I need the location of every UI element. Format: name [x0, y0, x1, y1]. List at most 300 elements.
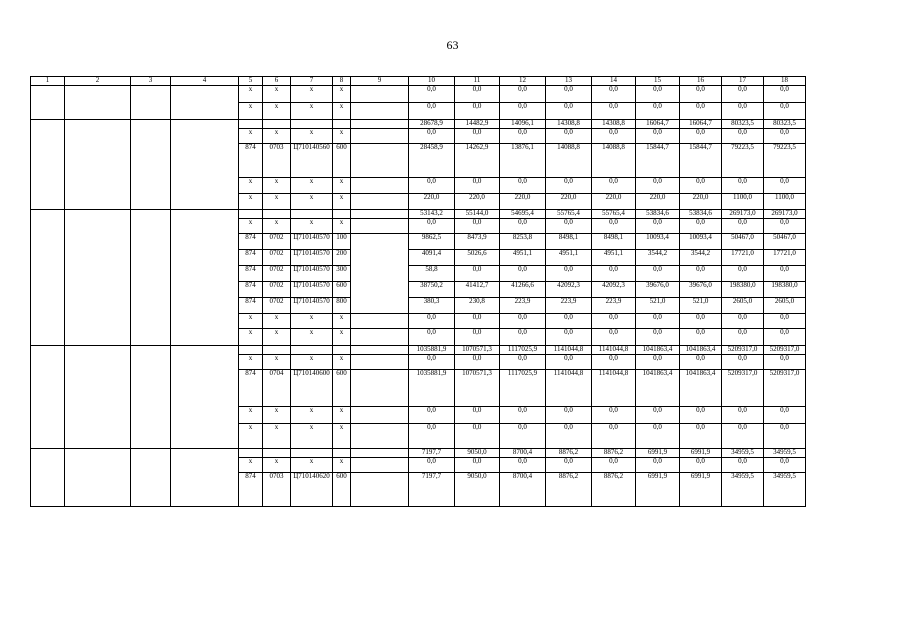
column-header: 11: [455, 77, 500, 86]
cell-amount: 5209317,0: [764, 370, 806, 407]
cell-amount: 0,0: [455, 266, 500, 282]
cell-amount: 8253,8: [500, 234, 546, 250]
cell-amount: 5209317,0: [764, 346, 806, 355]
cell-amount: 7197,7: [409, 449, 455, 458]
cell-amount: 7197,7: [409, 473, 455, 507]
cell-amount: 41266,6: [500, 282, 546, 298]
funding-source: [351, 219, 409, 234]
cell-admin: 874: [239, 234, 263, 250]
cell-amount: 0,0: [722, 355, 764, 370]
cell-amount: 80323,5: [764, 120, 806, 129]
cell-expense: х: [333, 129, 351, 144]
funding-source: [351, 355, 409, 370]
cell-amount: 0,0: [636, 355, 680, 370]
cell-amount: 0,0: [500, 219, 546, 234]
cell-amount: 521,0: [680, 298, 722, 314]
cell-amount: 0,0: [409, 219, 455, 234]
cell-amount: 1041863,4: [680, 370, 722, 407]
cell-amount: 0,0: [455, 129, 500, 144]
funding-source: [351, 424, 409, 449]
cell-amount: 0,0: [409, 458, 455, 473]
cell-amount: 1141044,8: [546, 370, 592, 407]
cell-amount: 0,0: [500, 424, 546, 449]
budget-table: [30, 76, 806, 507]
cell-admin: х: [239, 103, 263, 120]
cell-amount: 0,0: [764, 219, 806, 234]
cell-amount: 0,0: [722, 86, 764, 103]
cell-target: х: [291, 86, 333, 103]
cell-amount: 1070571,3: [455, 346, 500, 355]
measure-name: [65, 210, 131, 346]
cell-amount: 220,0: [592, 194, 636, 210]
cell-amount: 0,0: [636, 129, 680, 144]
cell-amount: 0,0: [546, 458, 592, 473]
column-header: 12: [500, 77, 546, 86]
cell-amount: 28678,9: [409, 120, 455, 129]
cell-amount: 269173,0: [722, 210, 764, 219]
cell-amount: 0,0: [546, 314, 592, 329]
cell-amount: 34959,5: [722, 473, 764, 507]
cell-target: Ц710140570: [291, 282, 333, 298]
cell-amount: 5209317,0: [722, 346, 764, 355]
cell-amount: 34959,5: [764, 473, 806, 507]
cell-admin: х: [239, 424, 263, 449]
cell-amount: 55765,4: [546, 210, 592, 219]
funding-source: [351, 458, 409, 473]
funding-source: [351, 346, 409, 355]
cell-target: х: [291, 314, 333, 329]
cell-amount: 380,3: [409, 298, 455, 314]
cell-amount: 0,0: [636, 178, 680, 194]
cell-section: х: [263, 458, 291, 473]
cell-amount: 0,0: [680, 129, 722, 144]
cell-amount: 5209317,0: [722, 370, 764, 407]
cell-admin: 874: [239, 370, 263, 407]
cell-amount: 0,0: [680, 458, 722, 473]
cell-amount: 0,0: [500, 355, 546, 370]
cell-amount: 1141044,8: [546, 346, 592, 355]
cell-amount: 0,0: [409, 424, 455, 449]
cell-section: х: [263, 86, 291, 103]
cell-admin: х: [239, 178, 263, 194]
cell-amount: 0,0: [546, 407, 592, 424]
cell-amount: 1035881,9: [409, 370, 455, 407]
cell-amount: 1117025,9: [500, 370, 546, 407]
cell-expense: [333, 346, 351, 355]
cell-amount: 0,0: [764, 314, 806, 329]
measure-label: [31, 346, 65, 449]
cell-expense: 200: [333, 250, 351, 266]
cell-amount: 0,0: [546, 266, 592, 282]
cell-amount: 16064,7: [636, 120, 680, 129]
cell-section: х: [263, 194, 291, 210]
cell-amount: 8498,1: [546, 234, 592, 250]
cell-section: х: [263, 407, 291, 424]
cell-section: х: [263, 129, 291, 144]
cell-amount: 0,0: [636, 424, 680, 449]
cell-amount: 220,0: [636, 194, 680, 210]
cell-amount: 17721,0: [764, 250, 806, 266]
cell-amount: 0,0: [592, 355, 636, 370]
cell-amount: 0,0: [455, 424, 500, 449]
cell-amount: 0,0: [722, 458, 764, 473]
cell-amount: 14262,9: [455, 144, 500, 178]
cell-target: х: [291, 129, 333, 144]
cell-amount: 0,0: [409, 329, 455, 346]
cell-amount: 8700,4: [500, 449, 546, 458]
cell-amount: 0,0: [680, 266, 722, 282]
cell-amount: 55765,4: [592, 210, 636, 219]
cell-amount: 0,0: [546, 355, 592, 370]
cell-expense: х: [333, 407, 351, 424]
cell-expense: [333, 120, 351, 129]
cell-expense: х: [333, 103, 351, 120]
cell-amount: 223,9: [546, 298, 592, 314]
funding-source: [351, 234, 409, 314]
cell-amount: 0,0: [680, 314, 722, 329]
cell-amount: 53834,6: [636, 210, 680, 219]
cell-section: х: [263, 314, 291, 329]
cell-amount: 521,0: [636, 298, 680, 314]
cell-expense: х: [333, 424, 351, 449]
cell-amount: 0,0: [409, 314, 455, 329]
cell-amount: 42092,3: [592, 282, 636, 298]
cell-amount: 15844,7: [636, 144, 680, 178]
cell-amount: 5026,6: [455, 250, 500, 266]
cell-amount: 0,0: [500, 86, 546, 103]
cell-amount: 0,0: [722, 424, 764, 449]
cell-amount: 0,0: [764, 178, 806, 194]
cell-amount: 0,0: [546, 329, 592, 346]
cell-amount: 0,0: [722, 178, 764, 194]
cell-amount: 0,0: [680, 103, 722, 120]
cell-amount: 54695,4: [500, 210, 546, 219]
cell-amount: 53143,2: [409, 210, 455, 219]
funding-source: [351, 129, 409, 144]
funding-source: [351, 449, 409, 458]
cell-target: х: [291, 458, 333, 473]
cell-amount: 8876,2: [592, 449, 636, 458]
cell-target: х: [291, 424, 333, 449]
executor: [171, 210, 239, 346]
cell-amount: 0,0: [409, 103, 455, 120]
cell-amount: 0,0: [722, 219, 764, 234]
cell-amount: 0,0: [722, 103, 764, 120]
funding-source: [351, 370, 409, 407]
cell-label: [31, 86, 65, 120]
cell-amount: 0,0: [500, 314, 546, 329]
cell-admin: х: [239, 219, 263, 234]
cell-admin: 874: [239, 298, 263, 314]
cell-amount: 0,0: [680, 329, 722, 346]
cell-amount: 1141044,8: [592, 370, 636, 407]
cell-target: Ц710140600: [291, 370, 333, 407]
cell-amount: 3544,2: [680, 250, 722, 266]
cell-amount: 53834,6: [680, 210, 722, 219]
cell-amount: 50467,0: [764, 234, 806, 250]
cell-target: [291, 210, 333, 219]
cell-amount: 14096,1: [500, 120, 546, 129]
cell-section: х: [263, 329, 291, 346]
cell-section: 0702: [263, 234, 291, 250]
cell-amount: 42092,3: [546, 282, 592, 298]
cell-amount: 9862,5: [409, 234, 455, 250]
cell-expense: х: [333, 458, 351, 473]
cell-amount: 34959,5: [722, 449, 764, 458]
funding-source: [351, 473, 409, 507]
cell-amount: 6991,9: [636, 473, 680, 507]
cell-amount: 0,0: [764, 407, 806, 424]
cell-amount: 0,0: [636, 314, 680, 329]
cell-admin: х: [239, 355, 263, 370]
header-row: [31, 77, 806, 86]
cell-amount: 0,0: [409, 178, 455, 194]
cell-section: х: [263, 219, 291, 234]
column-header: 13: [546, 77, 592, 86]
cell-amount: 220,0: [500, 194, 546, 210]
cell-amount: 0,0: [546, 424, 592, 449]
cell-section: х: [263, 355, 291, 370]
funding-source: [351, 86, 409, 103]
cell-amount: 0,0: [722, 407, 764, 424]
cell-amount: 8876,2: [592, 473, 636, 507]
cell-amount: 0,0: [409, 355, 455, 370]
measure-label: [31, 120, 65, 210]
cell-expense: 100: [333, 234, 351, 250]
cell-amount: 13876,1: [500, 144, 546, 178]
cell-amount: 2605,0: [764, 298, 806, 314]
cell-amount: 38750,2: [409, 282, 455, 298]
cell-amount: 0,0: [764, 329, 806, 346]
cell-section: х: [263, 178, 291, 194]
cell-target: х: [291, 178, 333, 194]
cell-admin: [239, 449, 263, 458]
funding-source: [351, 178, 409, 194]
cell-amount: 14482,9: [455, 120, 500, 129]
cell-expense: х: [333, 329, 351, 346]
cell-target: [291, 346, 333, 355]
cell-admin: х: [239, 194, 263, 210]
cell-section: 0702: [263, 250, 291, 266]
funding-source: [351, 210, 409, 219]
cell-amount: 6991,9: [636, 449, 680, 458]
cell-amount: 0,0: [455, 103, 500, 120]
funding-source: [351, 144, 409, 178]
cell-amount: 79223,5: [764, 144, 806, 178]
cell-admin: 874: [239, 144, 263, 178]
page-number: 63: [446, 38, 459, 52]
cell-amount: 10093,4: [680, 234, 722, 250]
cell-amount: 1041863,4: [636, 346, 680, 355]
cell-amount: 10093,4: [636, 234, 680, 250]
cell-amount: 8700,4: [500, 473, 546, 507]
cell-amount: 0,0: [764, 458, 806, 473]
cell-amount: 58,8: [409, 266, 455, 282]
cell-amount: 0,0: [592, 86, 636, 103]
cell-amount: 0,0: [455, 355, 500, 370]
cell-amount: 4091,4: [409, 250, 455, 266]
cell-amount: 79223,5: [722, 144, 764, 178]
cell-amount: 230,8: [455, 298, 500, 314]
column-header: 4: [171, 77, 239, 86]
cell-col3: [131, 449, 171, 507]
cell-amount: 0,0: [592, 178, 636, 194]
cell-col3: [131, 210, 171, 346]
cell-amount: 4951,1: [546, 250, 592, 266]
cell-expense: [333, 210, 351, 219]
table-row: [31, 86, 806, 103]
cell-amount: 0,0: [455, 329, 500, 346]
cell-amount: 0,0: [636, 329, 680, 346]
cell-amount: 41412,7: [455, 282, 500, 298]
cell-amount: 0,0: [722, 266, 764, 282]
cell-admin: 874: [239, 266, 263, 282]
table-row: [31, 210, 806, 219]
cell-amount: 1117025,9: [500, 346, 546, 355]
cell-expense: 600: [333, 473, 351, 507]
measure-name: [65, 120, 131, 210]
cell-amount: 0,0: [680, 424, 722, 449]
executor: [171, 120, 239, 210]
cell-admin: 874: [239, 282, 263, 298]
cell-amount: 0,0: [592, 329, 636, 346]
column-header: 15: [636, 77, 680, 86]
cell-amount: 0,0: [455, 314, 500, 329]
cell-section: 0703: [263, 473, 291, 507]
cell-amount: 0,0: [455, 458, 500, 473]
cell-amount: 198380,0: [764, 282, 806, 298]
cell-target: Ц710140570: [291, 234, 333, 250]
cell-amount: 0,0: [680, 178, 722, 194]
cell-amount: 0,0: [546, 178, 592, 194]
cell-target: Ц710140570: [291, 298, 333, 314]
cell-amount: 0,0: [592, 458, 636, 473]
measure-label: [31, 449, 65, 507]
cell-admin: х: [239, 407, 263, 424]
cell-amount: 39676,0: [680, 282, 722, 298]
cell-amount: 1041863,4: [680, 346, 722, 355]
cell-expense: х: [333, 219, 351, 234]
cell-amount: 220,0: [409, 194, 455, 210]
cell-amount: 55144,0: [455, 210, 500, 219]
cell-amount: 198380,0: [722, 282, 764, 298]
cell-amount: 0,0: [500, 329, 546, 346]
cell-amount: 14088,8: [546, 144, 592, 178]
cell-expense: х: [333, 355, 351, 370]
cell-target: х: [291, 194, 333, 210]
table-row: [31, 346, 806, 355]
cell-amount: 269173,0: [764, 210, 806, 219]
cell-col3: [131, 120, 171, 210]
measure-name: [65, 449, 131, 507]
cell-amount: 223,9: [592, 298, 636, 314]
cell-section: 0703: [263, 144, 291, 178]
cell-amount: 0,0: [546, 86, 592, 103]
cell-amount: 0,0: [500, 458, 546, 473]
cell-amount: 4951,1: [592, 250, 636, 266]
cell-expense: 800: [333, 298, 351, 314]
cell-admin: х: [239, 86, 263, 103]
cell-amount: 0,0: [546, 129, 592, 144]
cell-amount: 0,0: [592, 266, 636, 282]
cell-section: х: [263, 103, 291, 120]
cell-amount: 0,0: [592, 407, 636, 424]
cell-amount: 3544,2: [636, 250, 680, 266]
cell-amount: 0,0: [764, 103, 806, 120]
cell-amount: 8498,1: [592, 234, 636, 250]
cell-section: [263, 449, 291, 458]
cell-amount: 14088,8: [592, 144, 636, 178]
cell-expense: х: [333, 178, 351, 194]
cell-amount: 6991,9: [680, 473, 722, 507]
cell-amount: 0,0: [455, 219, 500, 234]
column-header: 10: [409, 77, 455, 86]
cell-amount: 2605,0: [722, 298, 764, 314]
cell-section: 0702: [263, 266, 291, 282]
cell-amount: 0,0: [592, 129, 636, 144]
cell-amount: 0,0: [500, 266, 546, 282]
measure-label: [31, 210, 65, 346]
cell-amount: 34959,5: [764, 449, 806, 458]
cell-amount: 0,0: [592, 219, 636, 234]
cell-admin: [239, 346, 263, 355]
cell-section: [263, 346, 291, 355]
cell-amount: 0,0: [636, 407, 680, 424]
cell-target: Ц710140570: [291, 266, 333, 282]
cell-amount: 9050,0: [455, 473, 500, 507]
cell-target: [291, 449, 333, 458]
cell-section: х: [263, 424, 291, 449]
cell-amount: 14308,8: [546, 120, 592, 129]
cell-amount: 0,0: [636, 458, 680, 473]
cell-amount: 0,0: [455, 407, 500, 424]
cell-amount: 50467,0: [722, 234, 764, 250]
cell-target: х: [291, 103, 333, 120]
column-header: 18: [764, 77, 806, 86]
column-header: 17: [722, 77, 764, 86]
cell-amount: 0,0: [546, 219, 592, 234]
cell-target: х: [291, 355, 333, 370]
cell-amount: 17721,0: [722, 250, 764, 266]
cell-amount: 0,0: [636, 86, 680, 103]
cell-target: х: [291, 407, 333, 424]
cell-amount: 0,0: [455, 178, 500, 194]
cell-expense: 600: [333, 370, 351, 407]
cell-target: Ц710140620: [291, 473, 333, 507]
cell-amount: 1035881,9: [409, 346, 455, 355]
cell-expense: [333, 449, 351, 458]
cell-amount: 0,0: [455, 86, 500, 103]
cell-executor: [171, 86, 239, 120]
column-header: 2: [65, 77, 131, 86]
cell-amount: 8876,2: [546, 473, 592, 507]
cell-target: Ц710140560: [291, 144, 333, 178]
cell-amount: 0,0: [680, 407, 722, 424]
cell-amount: 0,0: [500, 407, 546, 424]
funding-source: [351, 103, 409, 120]
cell-amount: 0,0: [636, 266, 680, 282]
cell-section: [263, 210, 291, 219]
cell-expense: х: [333, 314, 351, 329]
cell-amount: 0,0: [409, 129, 455, 144]
measure-name: [65, 346, 131, 449]
cell-amount: 0,0: [592, 103, 636, 120]
cell-amount: 0,0: [409, 86, 455, 103]
cell-amount: 8876,2: [546, 449, 592, 458]
cell-amount: 220,0: [455, 194, 500, 210]
column-header: 9: [351, 77, 409, 86]
cell-amount: 0,0: [636, 219, 680, 234]
